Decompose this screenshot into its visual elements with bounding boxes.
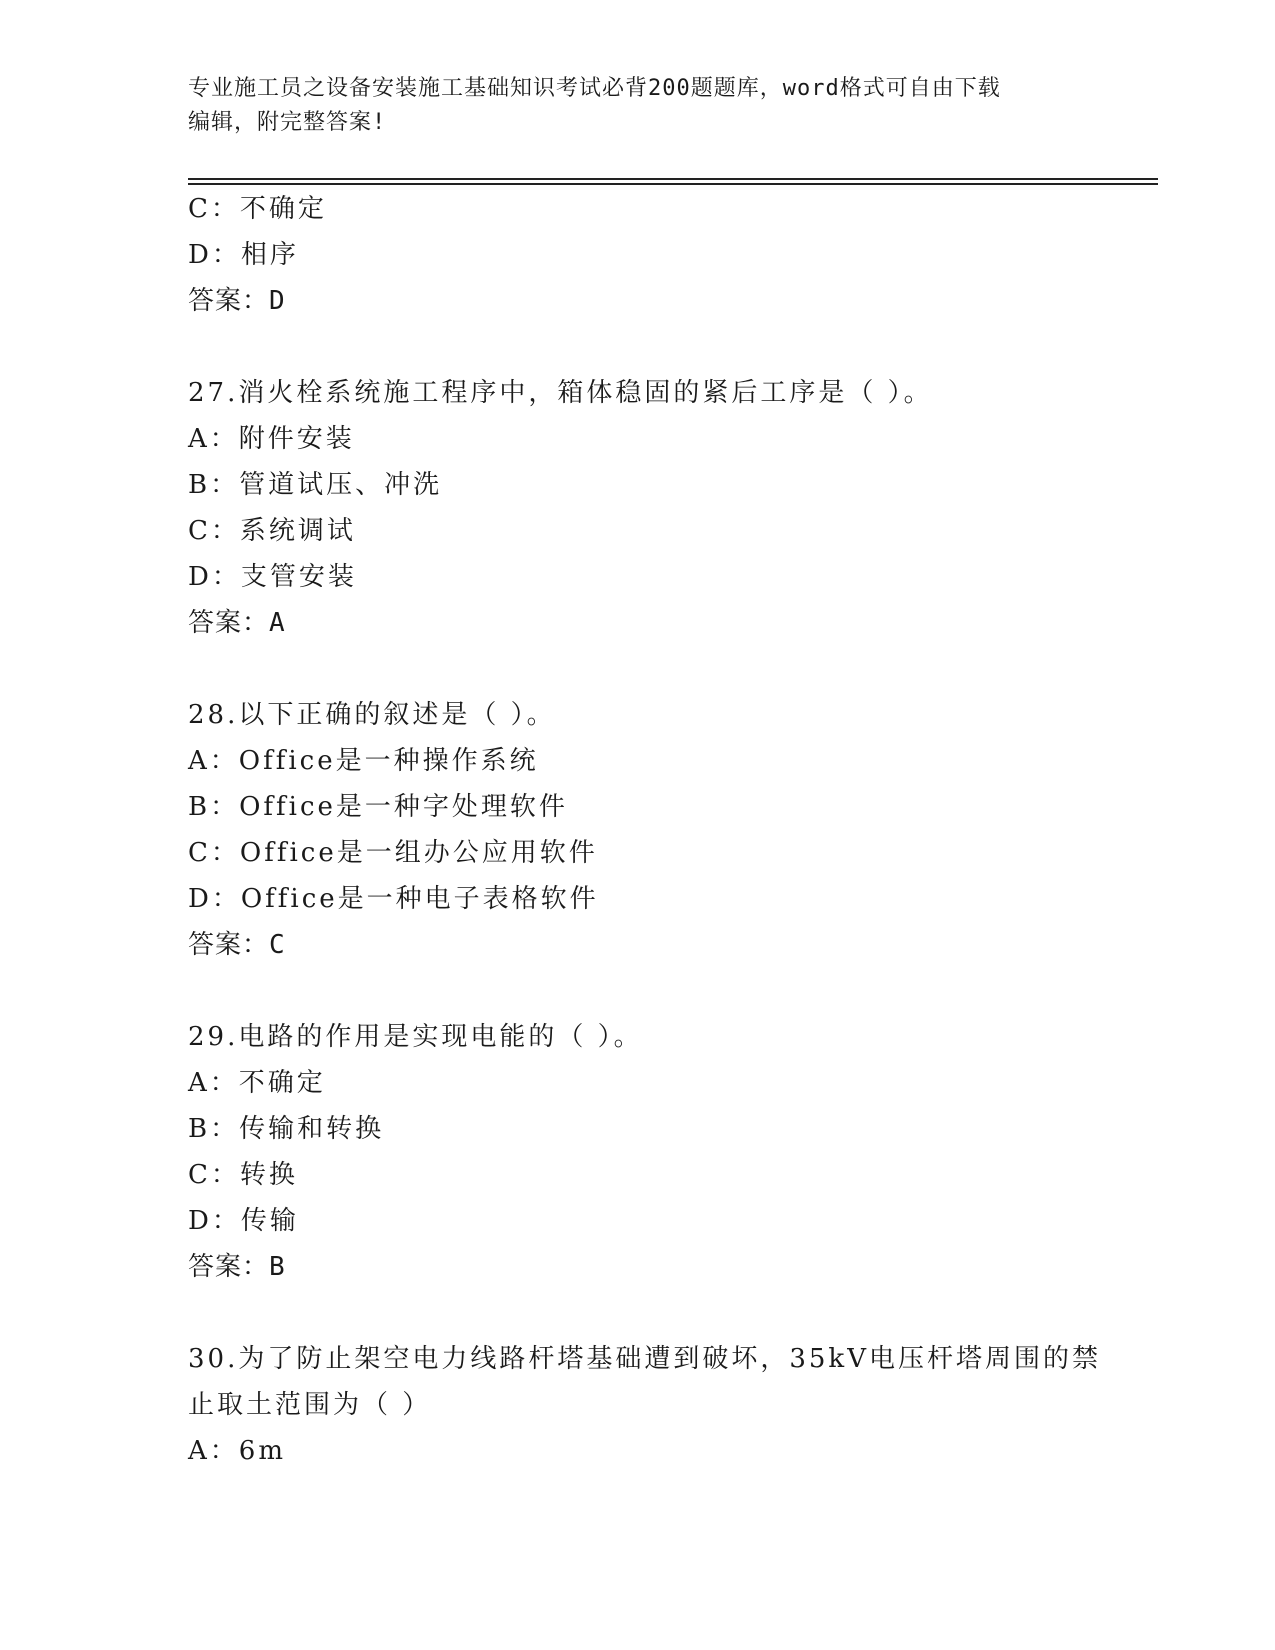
answer-line: 答案：B (188, 1252, 286, 1282)
spacer (188, 1290, 1088, 1336)
question-26-tail (188, 186, 1088, 324)
option-d: D：相序 (188, 240, 299, 270)
answer-line: 答案：A (188, 608, 286, 638)
option-a: A：Office是一种操作系统 (188, 746, 539, 776)
option-d: D：支管安装 (188, 562, 357, 592)
option-a: A：6m (188, 1436, 286, 1466)
option-c: C：Office是一组办公应用软件 (188, 838, 598, 868)
question-list (188, 186, 1101, 1474)
option-c: C：转换 (188, 1160, 298, 1190)
spacer (188, 646, 1088, 692)
question-text: 29.电路的作用是实现电能的（ ）。 (188, 1022, 643, 1052)
spacer (188, 968, 1088, 1014)
header-rule-bottom (188, 183, 1158, 185)
question-text: 27.消火栓系统施工程序中，箱体稳固的紧后工序是（ ）。 (188, 378, 933, 408)
spacer (188, 324, 1088, 370)
question-text-line-1: 30.为了防止架空电力线路杆塔基础遭到破坏，35kV电压杆塔周围的禁 (188, 1344, 1101, 1374)
header-title-line-1: 专业施工员之设备安装施工基础知识考试必背200题题库，word格式可自由下载 (188, 76, 1001, 101)
option-d: D：Office是一种电子表格软件 (188, 884, 599, 914)
question-29 (188, 1014, 1088, 1290)
question-text-line-2: 止取土范围为（ ） (188, 1390, 432, 1420)
question-28 (188, 692, 1088, 968)
header-title-line-2: 编辑，附完整答案! (188, 110, 387, 135)
option-a: A：附件安装 (188, 424, 355, 454)
option-c: C：系统调试 (188, 516, 356, 546)
option-d: D：传输 (188, 1206, 299, 1236)
option-b: B：传输和转换 (188, 1114, 385, 1144)
option-c: C：不确定 (188, 194, 327, 224)
answer-line: 答案：D (188, 286, 286, 316)
document-header (188, 72, 1088, 140)
question-27 (188, 370, 1088, 646)
answer-line: 答案：C (188, 930, 286, 960)
question-30 (188, 1336, 1101, 1474)
option-b: B：Office是一种字处理软件 (188, 792, 568, 822)
header-rule-top (188, 178, 1158, 180)
question-text: 28.以下正确的叙述是（ ）。 (188, 700, 556, 730)
option-b: B：管道试压、冲洗 (188, 470, 443, 500)
option-a: A：不确定 (188, 1068, 326, 1098)
